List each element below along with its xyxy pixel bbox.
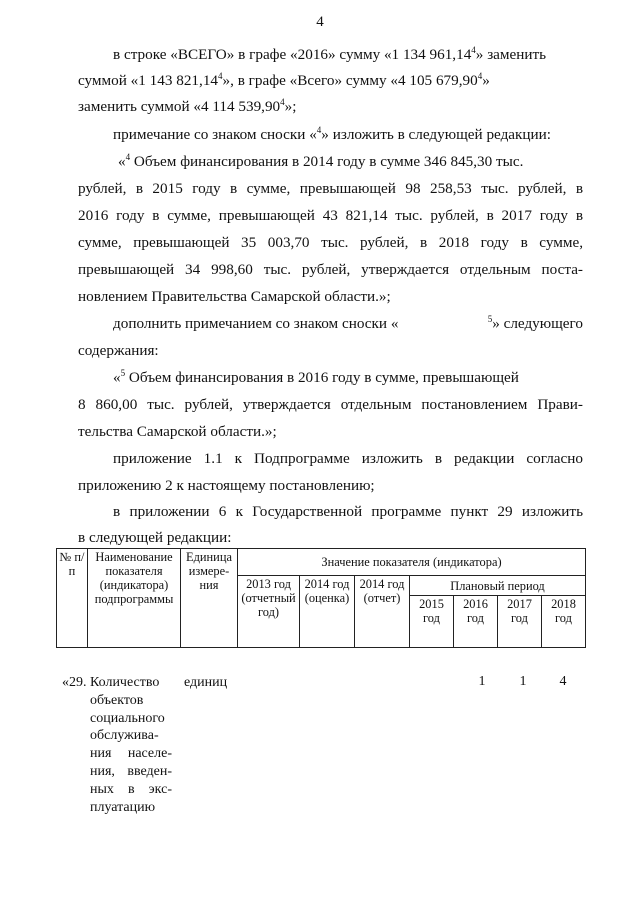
p3-line1: «$^4$ Объем финансирования в 2014 году в сумме 346 845,30 тыс. [118,152,524,170]
p4-line2: содержания: [78,342,159,359]
p5-line2: 8 860,00 тыс. рублей, утверждается отдельным постановлением Прави- [78,396,583,413]
header-2015: 2015 год [410,596,454,648]
page-number: 4 [316,14,324,30]
header-values: Значение показателя (индикатора) [238,549,586,576]
header-2017: 2017 год [498,596,542,648]
row-29-value-2017: 1 [519,674,527,689]
row-29-value-2018: 4 [559,674,567,689]
p1-line2-a: суммой «1 143 821,14$^4$», в графе «Всего» сумму «4 105 679,90$^4$» [78,71,490,89]
header-planned-period: Плановый период [410,575,586,596]
footnote-mark: 4 [218,71,223,81]
row-29-number: «29. [62,675,87,690]
p3-line6: новлением Правительства Самарской области.»; [78,288,391,305]
p4-line1: дополнить примечанием со знаком сноски « $^5$» следующего [113,314,583,332]
header-2014-estimate: 2014 год (оценка) [300,575,355,647]
row-29-name: Количество объектов социального обслужива-ния населе-ния, введен-ных в экс-плуатацию [90,675,172,815]
p6-line2: приложению 2 к настоящему постановлению; [78,477,375,494]
p1-line1 [113,46,546,64]
header-2016: 2016 год [454,596,498,648]
header-num: № п/п [57,549,88,648]
p5-line3: тельства Самарской области.»; [78,423,277,440]
footnote-mark: 5 [487,314,493,324]
footnote-mark: 5 [120,368,126,378]
header-name: Наименование показателя (индикатора) подпрограммы [88,549,181,648]
row-29-value-2016: 1 [478,674,486,689]
p3-line2: рублей, в 2015 году в сумме, превышающей 98 258,53 тыс. рублей, в [78,180,583,197]
p1-line3: заменить суммой «4 114 539,90$^4$»; [78,97,297,115]
header-unit: Единица измере-ния [181,549,238,648]
footnote-mark: 4 [477,71,483,81]
header-2014-report: 2014 год (отчет) [355,575,410,647]
header-2013: 2013 год (отчетный год) [238,575,300,647]
p6-line1: приложение 1.1 к Подпрограмме изложить в редакции согласно [113,450,583,467]
indicator-table [56,548,586,648]
p3-line3: 2016 году в сумме, превышающей 43 821,14 тыс. рублей, в 2017 году в [78,207,583,224]
p3-line5: превышающей 34 998,60 тыс. рублей, утверждается отдельным поста- [78,261,583,278]
footnote-mark: 4 [280,97,285,107]
footnote-mark: 4 [471,45,476,55]
p1-line2 [78,72,583,90]
row-29-unit: единиц [184,675,228,690]
p1-line1-text: в строке «ВСЕГО» в графе «2016» сумму «1 134 961,14 [113,46,472,63]
footnote-mark: 4 [316,125,322,135]
p5-line1: «$^5$ Объем финансирования в 2016 году в сумме, превышающей [113,368,519,386]
p7-line2: в следующей редакции: [78,529,232,546]
p2-line1: примечание со знаком сноски «$^4$» изложить в следующей редакции: [113,125,552,143]
p7-line1: в приложении 6 к Государственной программе пункт 29 изложить [113,503,583,520]
header-2018: 2018 год [542,596,586,648]
p1-line1-end: » заменить [475,46,547,63]
footnote-mark: 4 [125,152,131,162]
p3-line4: сумме, превышающей 35 003,70 тыс. рублей, в 2018 году в сумме, [78,234,583,251]
